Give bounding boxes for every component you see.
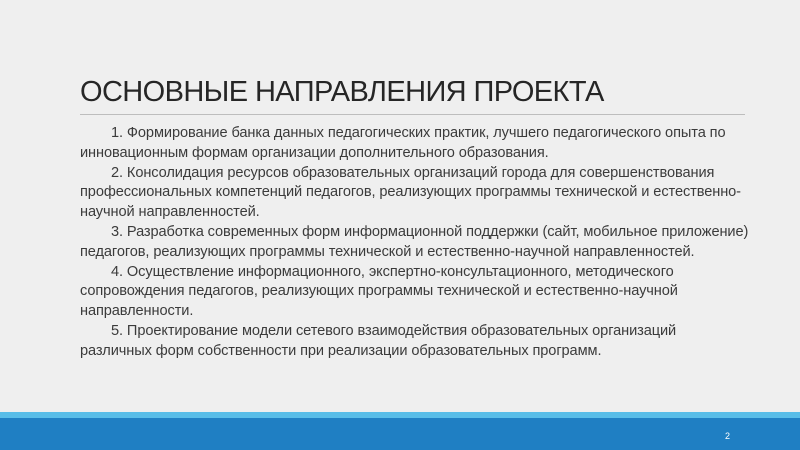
direction-item-2: 2. Консолидация ресурсов образовательных организаций города для совершенствования профессиональных компетенций педагогов, реализующих программы технической и естественно-научной направленностей. [80, 164, 741, 221]
direction-item-4: 4. Осуществление информационного, экспертно-консультационного, методического сопровождения педагогов, реализующих программы технической и естественно-научной направленности. [80, 263, 678, 320]
direction-item-1: 1. Формирование банка данных педагогических практик, лучшего педагогического опыта по инновационным формам организации дополнительного образования. [80, 125, 726, 161]
bottom-bar [0, 418, 800, 450]
page-number: 2 [724, 431, 730, 441]
direction-item-5: 5. Проектирование модели сетевого взаимодействия образовательных организаций различных форм собственности при реализации образовательных программ. [80, 322, 677, 359]
slide-title: ОСНОВНЫЕ НАПРАВЛЕНИЯ ПРОЕКТА [80, 76, 604, 108]
directions-list [80, 124, 750, 362]
title-divider [80, 114, 745, 115]
direction-item-3: 3. Разработка современных форм информационной поддержки (сайт, мобильное приложение) педагогов, реализующих программы технической и естественно-научной направленностей. [80, 223, 749, 260]
